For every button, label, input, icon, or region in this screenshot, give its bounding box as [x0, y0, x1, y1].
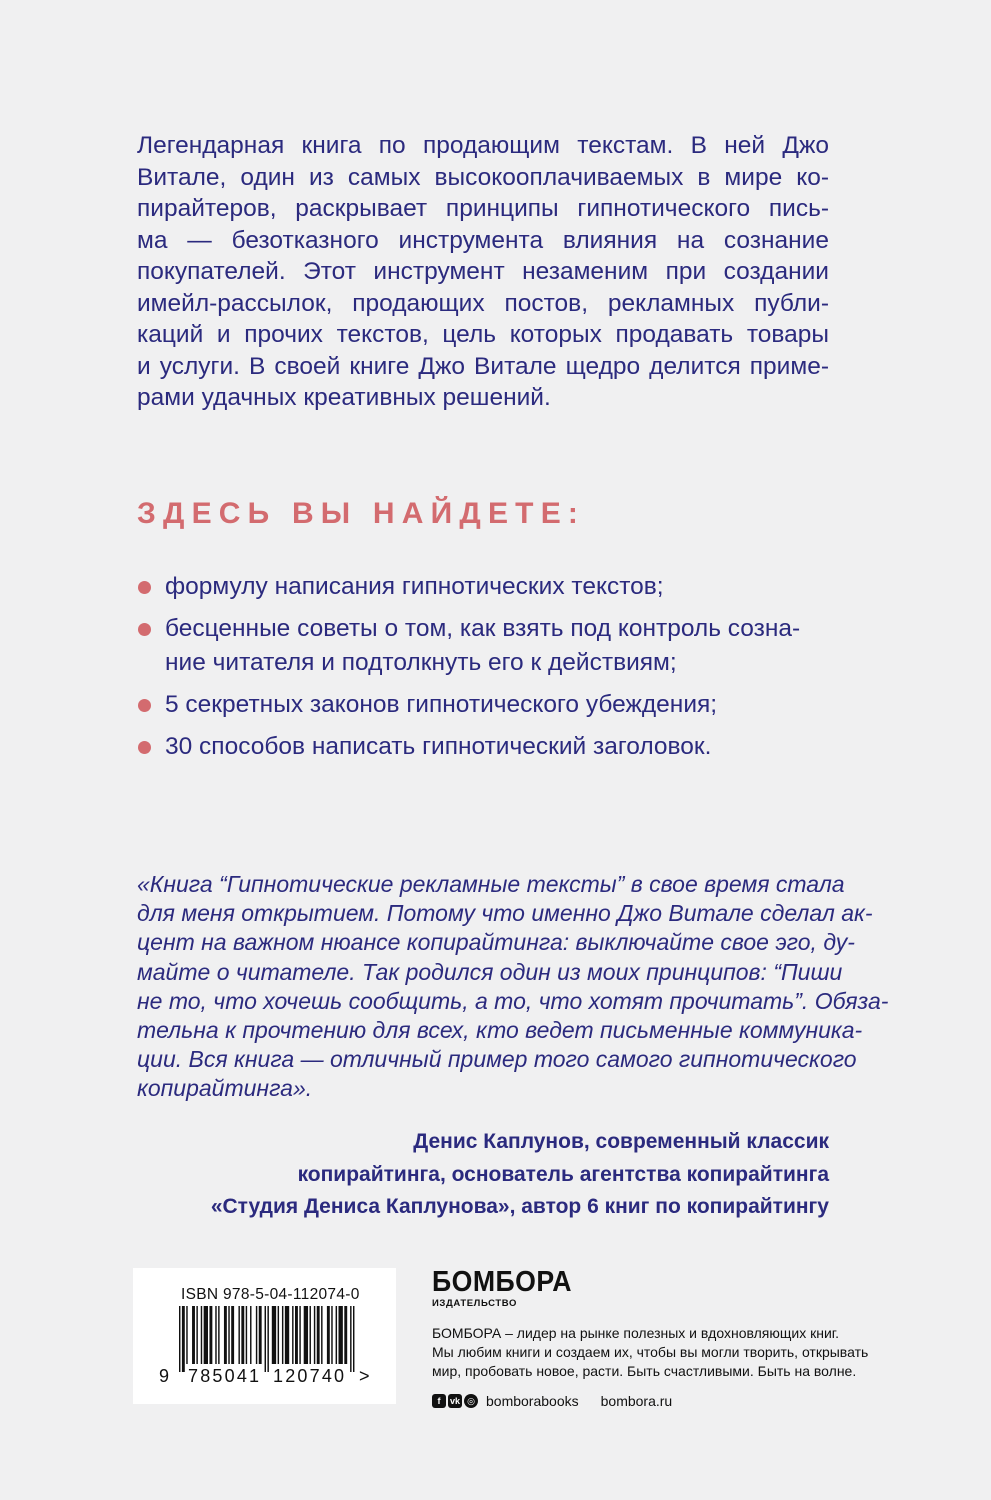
- intro-line: рами удачных креативных решений.: [137, 384, 551, 411]
- quote-line: майте о читателе. Так родился один из моих принципов: “Пиши: [137, 958, 843, 985]
- barcode-bar: [282, 1306, 283, 1364]
- intro-paragraph: [137, 130, 829, 414]
- intro-line: Витале, один из самых высокооплачиваемых в мире ко-: [137, 163, 829, 191]
- bullet-dot-icon: [138, 623, 151, 636]
- barcode-bar: [331, 1306, 332, 1364]
- feature-item: 5 секретных законов гипнотического убеждения;: [137, 688, 829, 722]
- barcode-bar: [265, 1306, 266, 1372]
- barcode-bar: [267, 1306, 268, 1372]
- barcode-bar: [228, 1306, 229, 1364]
- intro-line: каций и прочих текстов, цель которых продавать товары: [137, 321, 829, 348]
- features-list: [137, 570, 829, 772]
- barcode-bar: [304, 1306, 308, 1364]
- testimonial-quote: [137, 870, 889, 1104]
- barcode-bar: [192, 1306, 195, 1364]
- quote-line: копирайтинга».: [137, 1075, 313, 1102]
- bullet-dot-icon: [138, 699, 151, 712]
- barcode-bar: [256, 1306, 257, 1364]
- feature-item: 30 способов написать гипнотический заголовок.: [137, 730, 829, 764]
- barcode-bar: [295, 1306, 298, 1364]
- barcode-bar: [246, 1306, 247, 1364]
- intro-line: Легендарная книга по продающим текстам. В ней Джо: [137, 132, 829, 159]
- barcode-bar: [272, 1306, 276, 1364]
- barcode-bar: [317, 1306, 320, 1364]
- barcode-bar: [292, 1306, 293, 1364]
- barcode-bar: [299, 1306, 300, 1364]
- quote-attribution: Денис Каплунов, современный классик копирайтинга, основатель агентства копирайтинга «Студия Дениса Каплунова», автор 6 книг по копирайтингу: [210, 1130, 829, 1218]
- bullet-dot-icon: [138, 741, 151, 754]
- barcode-bar: [314, 1306, 315, 1364]
- barcode-bar: [250, 1306, 251, 1364]
- social-handle: bomborabooks: [486, 1393, 579, 1409]
- quote-line: цент на важном нюансе копирайтинга: выключайте свое эго, ду-: [137, 929, 855, 956]
- quote-line: не то, что хочешь сообщить, а то, что хотят прочитать”. Обяза-: [137, 987, 889, 1014]
- barcode-end-mark: >: [359, 1366, 370, 1386]
- feature-item: бесценные советы о том, как взять под контроль созна- ние читателя и подтолкнуть его к действиям;: [137, 612, 829, 680]
- features-heading: ЗДЕСЬ ВЫ НАЙДЕТЕ:: [137, 497, 586, 530]
- barcode-bar: [179, 1306, 180, 1372]
- barcode-bar: [209, 1306, 212, 1364]
- publisher-description: БОМБОРА – лидер на рынке полезных и вдохновляющих книг. Мы любим книги и создаем их, чтобы вы могли творить, открывать мир, пробовать новое, расти. Быть счастливыми. Быть на волне.: [432, 1325, 869, 1379]
- barcode-bar: [224, 1306, 227, 1364]
- isbn-barcode-block: [133, 1268, 396, 1404]
- publisher-subtitle: ИЗДАТЕЛЬСТВО: [432, 1298, 517, 1309]
- intro-line: имейл-рассылок, продающих постов, рекламных публи-: [137, 289, 829, 317]
- website-link: bombora.ru: [600, 1393, 673, 1409]
- quote-line: тельна к прочтению для всех, кто ведет письменные коммуника-: [137, 1017, 863, 1044]
- barcode-bar: [196, 1306, 197, 1364]
- barcode-bar: [336, 1306, 337, 1364]
- barcode-bar: [339, 1306, 343, 1364]
- barcode-bar: [353, 1306, 354, 1372]
- barcode-bar: [310, 1306, 311, 1364]
- barcode-bar: [241, 1306, 244, 1364]
- barcode-lead-digit: 9: [159, 1366, 170, 1386]
- publisher-logo: БОМБОРА: [432, 1266, 573, 1298]
- intro-line: пирайтеров, раскрывает принципы гипнотического пись-: [137, 195, 829, 222]
- barcode-bar: [278, 1306, 279, 1364]
- isbn-label: ISBN 978-5-04-112074-0: [181, 1286, 360, 1303]
- barcode-image: [133, 1268, 396, 1404]
- social-links: [432, 1393, 902, 1409]
- barcode-bar: [215, 1306, 216, 1364]
- barcode-bar: [259, 1306, 262, 1364]
- instagram-icon: ◎: [464, 1394, 478, 1408]
- barcode-group-1: 785041: [188, 1366, 262, 1386]
- facebook-icon: f: [432, 1394, 446, 1408]
- quote-line: «Книга “Гипнотические рекламные тексты” в свое время стала: [137, 871, 845, 897]
- barcode-bar: [285, 1306, 289, 1364]
- barcode-bar: [204, 1306, 208, 1364]
- publisher-block: [432, 1267, 902, 1409]
- barcode-bar: [327, 1306, 330, 1364]
- intro-line: и услуги. В своей книге Джо Витале щедро делится приме-: [137, 352, 829, 380]
- barcode-bar: [218, 1306, 219, 1364]
- quote-line: ции. Вся книга — отличный пример того самого гипнотического: [137, 1046, 857, 1073]
- barcode-bar: [344, 1306, 347, 1364]
- barcode-bar: [201, 1306, 202, 1364]
- intro-line: покупателей. Этот инструмент незаменим при создании: [137, 258, 829, 285]
- barcode-group-2: 120740: [273, 1366, 347, 1386]
- barcode-bar: [182, 1306, 185, 1372]
- barcode-bar: [231, 1306, 234, 1364]
- barcode-bar: [186, 1306, 187, 1364]
- barcode-bar: [350, 1306, 351, 1372]
- vk-icon: vk: [449, 1396, 460, 1406]
- bullet-dot-icon: [138, 581, 151, 594]
- quote-line: для меня открытием. Потому что именно Джо Витале сделал ак-: [137, 900, 873, 927]
- feature-item: формулу написания гипнотических текстов;: [137, 570, 829, 604]
- barcode-bar: [321, 1306, 322, 1364]
- barcode-bar: [238, 1306, 239, 1364]
- intro-line: ма — безотказного инструмента влияния на сознание: [137, 226, 829, 254]
